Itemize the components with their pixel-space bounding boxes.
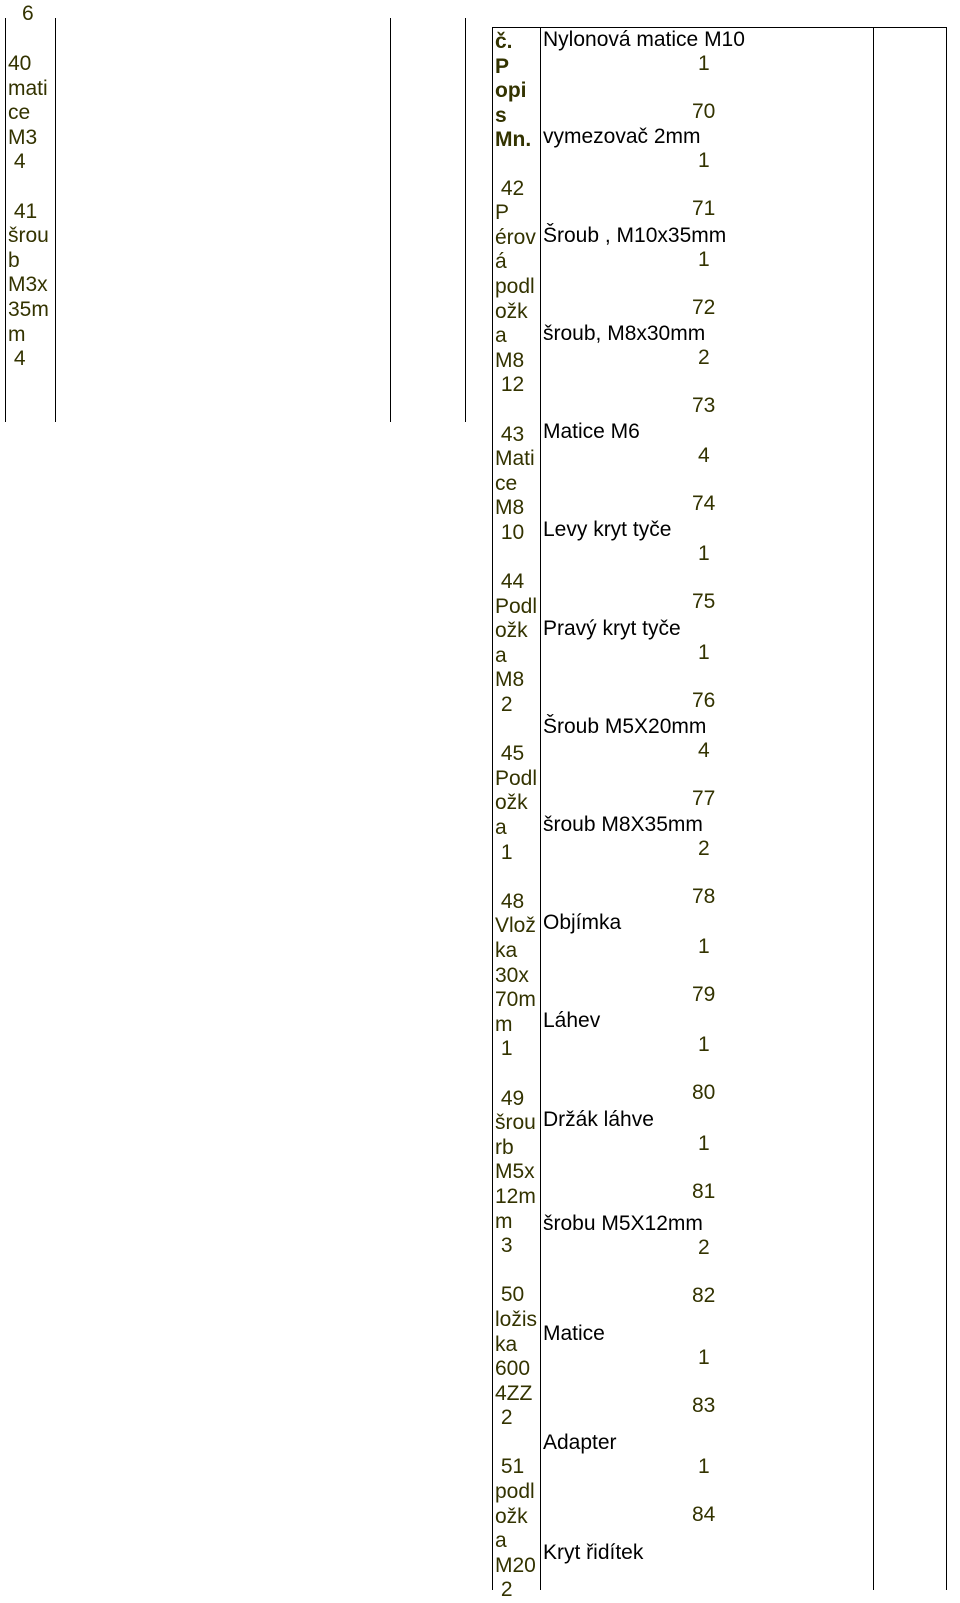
- part-name: Matice: [543, 1322, 605, 1345]
- part-quantity: 2: [698, 346, 710, 369]
- part-name: šroub M8X35mm: [543, 813, 703, 836]
- part-name: Matice M6: [543, 420, 640, 443]
- left-table-border-c: [465, 18, 466, 422]
- part-name: vymezovač 2mm: [543, 125, 701, 148]
- part-quantity: 1: [698, 935, 710, 958]
- part-name: Šroub M5X20mm: [543, 715, 707, 738]
- part-name: Láhev: [543, 1009, 601, 1032]
- part-number: 73: [692, 394, 716, 417]
- part-number: 70: [692, 100, 716, 123]
- part-number: 78: [692, 885, 716, 908]
- part-name: Adapter: [543, 1431, 617, 1454]
- part-number: 72: [692, 296, 716, 319]
- part-number: 80: [692, 1081, 716, 1104]
- part-number: 76: [692, 689, 716, 712]
- part-name: Kryt řidítek: [543, 1541, 644, 1564]
- part-number: 77: [692, 787, 716, 810]
- part-quantity: 1: [698, 542, 710, 565]
- part-number: 84: [692, 1503, 716, 1526]
- left-table-border-left: [5, 18, 6, 422]
- page-top-number: 6: [22, 2, 34, 25]
- part-quantity: 1: [698, 248, 710, 271]
- left-table-border-b: [390, 18, 391, 422]
- part-name: Levy kryt tyče: [543, 518, 672, 541]
- part-quantity: 1: [698, 1455, 710, 1478]
- part-name: Nylonová matice M10: [543, 28, 745, 51]
- part-number: 75: [692, 590, 716, 613]
- part-quantity: 1: [698, 1132, 710, 1155]
- part-number: 82: [692, 1284, 716, 1307]
- parts-table-border-1: [540, 27, 541, 1590]
- part-number: 81: [692, 1180, 716, 1203]
- part-name: Šroub , M10x35mm: [543, 224, 727, 247]
- left-fragment-column: 40 mati ce M3 4 41 šrou b M3x 35m m 4: [8, 52, 49, 371]
- parts-table-border-left: [492, 27, 493, 1590]
- part-name: Držák láhve: [543, 1108, 654, 1131]
- left-table-border-a: [55, 18, 56, 422]
- part-quantity: 1: [698, 149, 710, 172]
- part-name: Pravý kryt tyče: [543, 617, 681, 640]
- part-name: šrobu M5X12mm: [543, 1212, 703, 1235]
- part-number: 79: [692, 983, 716, 1006]
- parts-table-border-right: [946, 27, 947, 1590]
- part-quantity: 4: [698, 444, 710, 467]
- part-number: 74: [692, 492, 716, 515]
- part-name: Objímka: [543, 911, 622, 934]
- part-number: 71: [692, 197, 716, 220]
- part-quantity: 1: [698, 1033, 710, 1056]
- parts-table-border-2: [873, 27, 874, 1590]
- part-quantity: 4: [698, 739, 710, 762]
- part-number: 83: [692, 1394, 716, 1417]
- part-quantity: 1: [698, 641, 710, 664]
- parts-table-header: č. P opi s Mn.: [495, 30, 532, 152]
- part-name: šroub, M8x30mm: [543, 322, 706, 345]
- part-quantity: 1: [698, 52, 710, 75]
- part-quantity: 2: [698, 837, 710, 860]
- part-quantity: 1: [698, 1346, 710, 1369]
- part-quantity: 2: [698, 1236, 710, 1259]
- parts-table-column-b: 42 P érov á podl ožk a M8 12 43 Mati ce M8 10 44 Podl ožk a M8 2 45 Podl ožk a 1 48 Vlož ka 30x 70m m 1 49 šrou rb M5x 12m m 3 50 ložis ka 600 4ZZ 2 51 podl ožk a M20 2: [495, 176, 538, 1602]
